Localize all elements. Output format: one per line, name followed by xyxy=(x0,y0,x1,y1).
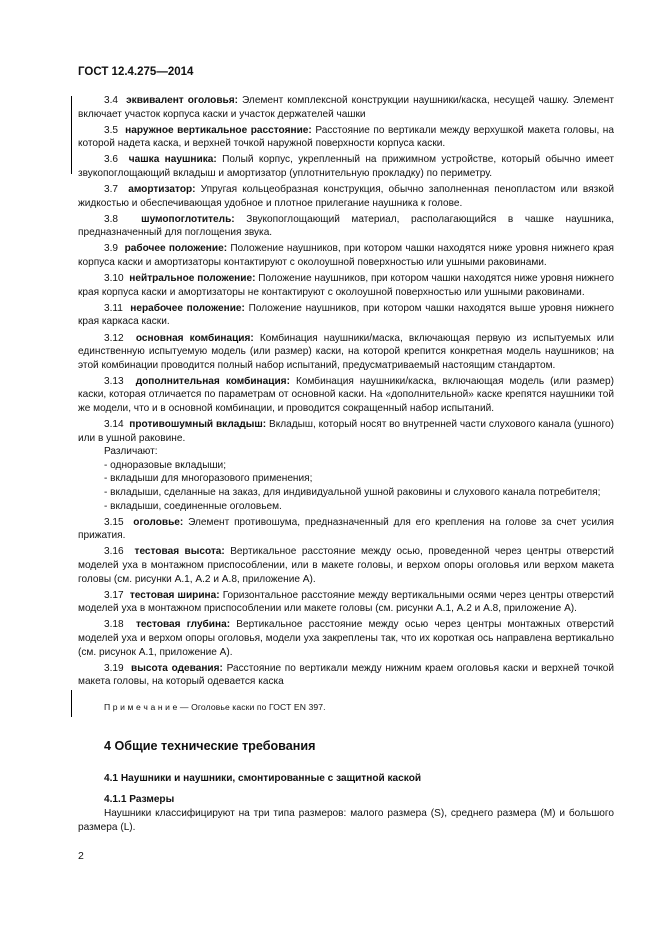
definition-text: Вертикальное расстояние между осью через центры монтажных отверстий моделей уха и верхом опоры оголовья, модели уха закреплены так, что их короткая ось направлена вертикально (см. рисунок А.1, приложение А). xyxy=(78,619,615,658)
section-4-1-1-heading: 4.1.1 Размеры xyxy=(104,793,175,805)
definition-3-18 xyxy=(78,618,614,659)
clause-number: 3.18 xyxy=(104,619,124,631)
clause-number: 3.17 xyxy=(104,589,124,601)
clause-number: 3.10 xyxy=(104,273,124,285)
clause-number: 3.11 xyxy=(104,302,123,314)
definition-text: Горизонтальное расстояние между вертикальными осями через центры отверстий моделей уха в монтажном приспособлении или макете головы (см. рисунки А.1, А.2 и А.8, приложение А). xyxy=(78,589,615,615)
term: тестовая глубина: xyxy=(135,619,231,631)
list-item: - вкладыши для многоразового применения; xyxy=(104,473,313,485)
section-4-1-1-text: Наушники классифицируют на три типа размеров: малого размера (S), среднего размера (M) и большого размера (L). xyxy=(78,808,614,833)
term: эквивалент оголовья: xyxy=(126,95,238,106)
document-body xyxy=(78,94,614,837)
definition-text: Расстояние по вертикали между нижним краем оголовья каски и верхней точкой макета головы, на который одевается каска xyxy=(78,662,615,688)
term: нерабочее положение: xyxy=(130,302,245,314)
clause-number: 3.7 xyxy=(104,184,119,196)
definition-3-8 xyxy=(78,213,614,240)
definition-3-19 xyxy=(78,662,614,689)
page-number: 2 xyxy=(78,850,84,862)
clause-number: 3.12 xyxy=(104,332,124,344)
term: противошумный вкладыш: xyxy=(129,419,267,431)
clause-number: 3.13 xyxy=(104,375,124,387)
term: дополнительная комбинация: xyxy=(135,375,290,387)
term: чашка наушника: xyxy=(128,154,217,166)
clause-number: 3.14 xyxy=(104,419,124,431)
change-bar-top xyxy=(71,96,72,174)
definition-text: Расстояние по вертикали между верхушкой макета головы, на которой надета каска, и верхней точкой наружной поверхности корпуса каски. xyxy=(78,124,614,150)
clause-number: 3.8 xyxy=(104,213,119,225)
definition-3-4 xyxy=(78,94,614,121)
term: оголовье: xyxy=(133,516,184,528)
definition-text: Положение наушников, при котором чашки находятся выше уровня нижнего края каркаса каски. xyxy=(78,302,614,328)
list-item: - вкладыши, соединенные оголовьем. xyxy=(104,500,282,512)
definition-3-12 xyxy=(78,332,614,373)
term: шумопоглотитель: xyxy=(141,213,235,225)
section-4-1-heading: 4.1 Наушники и наушники, смонтированные с защитной каской xyxy=(104,773,422,785)
clause-number: 3.6 xyxy=(104,154,119,166)
definition-text: Вертикальное расстояние между осью, проведенной через центры отверстий моделей уха в монтажном приспособлении, или в макете головы, и верхом опоры оголовья или верхом макета головы (см. рисунки А.1, А.2 и А.8, приложение А). xyxy=(78,546,614,585)
term: амортизатор: xyxy=(128,184,196,196)
term: основная комбинация: xyxy=(135,332,254,344)
term: тестовая высота: xyxy=(134,546,225,558)
term: наружное вертикальное расстояние: xyxy=(125,124,312,136)
clause-number: 3.4 xyxy=(104,95,119,106)
definition-3-14 xyxy=(78,418,614,445)
term: рабочее положение: xyxy=(124,243,228,255)
definition-text: Положение наушников, при котором чашки находятся ниже уровня нижнего края корпуса каски и амортизаторы контактируют с околоушной поверхностью или ушными раковинами. xyxy=(78,243,615,269)
earplug-types-list xyxy=(78,445,614,513)
clause-number: 3.9 xyxy=(104,243,119,255)
definition-3-7 xyxy=(78,183,614,210)
clause-number: 3.5 xyxy=(104,124,119,136)
definition-3-13 xyxy=(78,375,614,416)
definition-text: Полый корпус, укрепленный на прижимном устройстве, который обычно имеет звукопоглощающий вкладыш и амортизатор (уплотнительную прокладку) по периметру. xyxy=(78,154,614,179)
definition-text: Упругая кольцеобразная конструкция, обычно заполненная пенопластом или вязкой жидкостью и обеспечивающая удобное и плотное прилегание наушника к голове. xyxy=(78,184,615,209)
clause-number: 3.15 xyxy=(104,516,124,528)
definition-text: Звукопоглощающий материал, располагающийся в чашке наушника, предназначенный для поглощения звука. xyxy=(78,213,614,239)
list-intro: Различают: xyxy=(104,446,158,458)
definition-3-11 xyxy=(78,302,614,329)
definition-text: Вкладыш, который носят во внутренней части слухового канала (ушного) или в ушной раковине. xyxy=(78,419,615,444)
document-header: ГОСТ 12.4.275—2014 xyxy=(78,66,194,78)
definition-3-16 xyxy=(78,545,614,586)
clause-number: 3.19 xyxy=(104,662,124,674)
list-item: - одноразовые вкладыши; xyxy=(104,459,226,471)
definitions-list-b xyxy=(78,516,614,689)
term: нейтральное положение: xyxy=(129,273,256,285)
term: высота одевания: xyxy=(131,662,223,674)
definition-3-17 xyxy=(78,589,614,616)
section-4-heading: 4 Общие технические требования xyxy=(104,739,316,754)
definition-3-9 xyxy=(78,242,614,269)
list-item: - вкладыши, сделанные на заказ, для индивидуальной ушной раковины и слухового канала потребителя; xyxy=(104,487,601,499)
definition-text: Положение наушников, при котором чашки находятся ниже уровня нижнего края корпуса каски и амортизаторы не контактируют с околоушной поверхностью или ушными раковинами. xyxy=(78,273,615,298)
definitions-list-a xyxy=(78,94,614,445)
definition-text: Комбинация наушники/каска, включающая модель (или размер) каски, которая отличается по параметрам от основной каски. На «дополнительной» каске крепятся наушники той же модели, что и в основной комбинации, и проводится сокращенный набор испытаний. xyxy=(78,375,615,414)
term: тестовая ширина: xyxy=(129,589,220,601)
clause-number: 3.16 xyxy=(104,546,124,558)
change-bar-bottom xyxy=(71,690,72,717)
definition-3-15 xyxy=(78,516,614,543)
definition-3-6 xyxy=(78,153,614,180)
note: П р и м е ч а н и е — Оголовье каски по ГОСТ EN 397. xyxy=(104,701,326,712)
definition-3-5 xyxy=(78,124,614,151)
definition-text: Элемент комплексной конструкции наушники/каска, несущей чашку. Элемент включает участок корпуса каски и участок держателей чашки xyxy=(78,95,614,120)
definition-text: Элемент противошума, предназначенный для его крепления на голове за счет усилия прижатия. xyxy=(78,516,614,542)
definition-text: Комбинация наушники/маска, включающая первую из испытуемых или единственную испытуемую модель (или размер) каски, на которой крепится конкретная модель наушников; на этой комбинации проводится полный набор испытаний, предусматриваемый настоящим стандартом. xyxy=(78,332,615,371)
definition-3-10 xyxy=(78,272,614,299)
